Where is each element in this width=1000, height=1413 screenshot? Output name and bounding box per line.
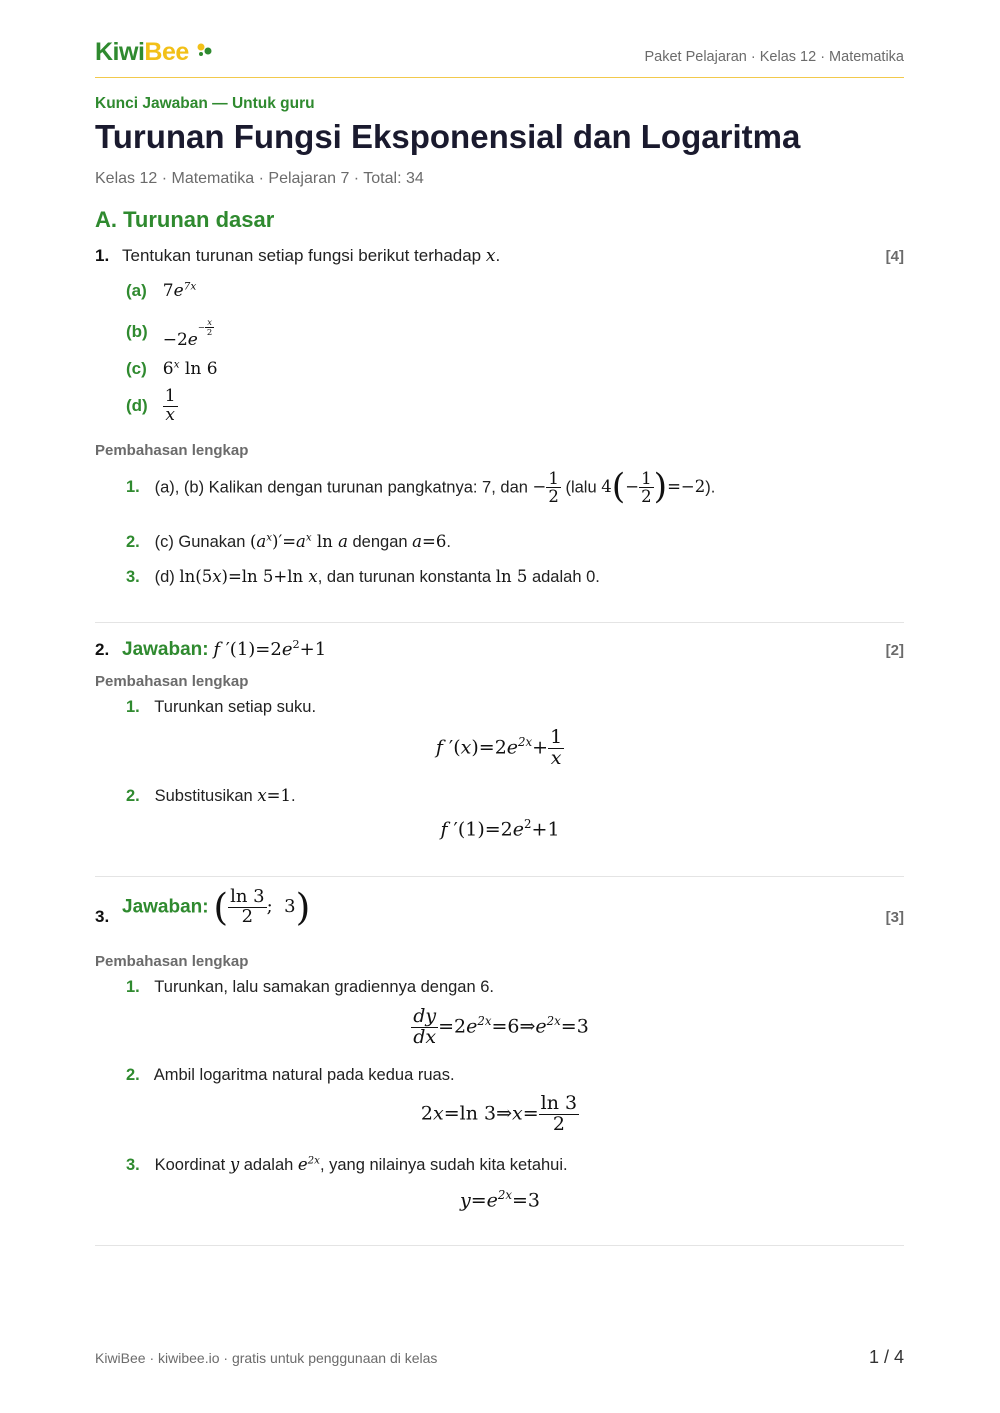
header-breadcrumb: Paket Pelajaran · Kelas 12 · Matematika: [644, 49, 904, 65]
question-1-text: Tentukan turunan setiap fungsi berikut terhadap x.: [122, 246, 501, 266]
question-1-number: 1.: [95, 246, 110, 265]
part-label: (a): [126, 280, 147, 300]
step-text: Turunkan setiap suku.: [154, 698, 317, 716]
step-number: 1.: [126, 978, 140, 996]
question-2-number: 2.: [95, 640, 110, 659]
step-text: (d): [154, 568, 175, 586]
solution-heading-3: Pembahasan lengkap: [95, 953, 249, 970]
q3-step-1: [126, 978, 494, 997]
step-text: , dan turunan konstanta: [317, 568, 492, 586]
page-meta: Kelas 12 · Matematika · Pelajaran 7 · Total: 34: [95, 170, 424, 187]
step-2-math-a: $(a^x)'=a^x$ ln a: [249, 532, 348, 551]
question-2-marks: [2]: [885, 642, 904, 659]
q1-step-2: [126, 532, 451, 552]
step-number: 1.: [126, 478, 140, 497]
step-number: 3.: [126, 1156, 140, 1174]
q2-step-2: 2. Substitusikan x=1.: [126, 786, 296, 805]
bee-dots-icon: [196, 42, 214, 58]
step-number: 3.: [126, 568, 140, 586]
answer-label: Jawaban:: [122, 896, 209, 918]
question-1-marks: [4]: [885, 248, 904, 265]
page-title: Turunan Fungsi Eksponensial dan Logaritma: [95, 118, 801, 155]
step-text: (lalu: [565, 478, 597, 497]
q3-display-3: $y=e^{2x}=3$: [459, 1188, 541, 1212]
q3-step-3-math-b: $e^{2x}$: [297, 1155, 320, 1174]
solution-heading-2: Pembahasan lengkap: [95, 673, 249, 690]
question-1-variable: x: [485, 246, 496, 266]
step-number: 2.: [126, 1066, 140, 1084]
step-text: adalah: [243, 1156, 294, 1174]
part-label: (d): [126, 395, 148, 415]
part-a-math: $7e^{7x}$: [162, 280, 197, 301]
page-number: 1 / 4: [868, 1347, 904, 1367]
part-d-math: $\frac{1}{x}$: [164, 386, 176, 425]
eyebrow-label: Kunci Jawaban — Untuk guru: [95, 95, 315, 112]
step-text: Turunkan, lalu samakan gradiennya dengan 6.: [154, 978, 494, 996]
step-3-math-a: ln(5x)=ln 5+ln x: [179, 567, 318, 586]
step-text: Koordinat: [154, 1156, 226, 1174]
header-divider: [95, 77, 904, 78]
q2-step-2-math: x=1: [257, 786, 291, 805]
question-3-answer-math: ( $\frac{\ln 3}{2}$ ; 3): [213, 885, 311, 930]
step-number: 1.: [126, 698, 140, 716]
step-number: 2.: [126, 787, 140, 805]
step-3-math-b: ln 5: [495, 567, 528, 586]
part-b-math: $-2e^{- \frac{x}{2}}$: [162, 317, 213, 351]
step-text: Substitusikan: [154, 787, 253, 805]
step-text: ).: [705, 478, 716, 497]
q1-step-1: [126, 467, 716, 508]
q3-display-1: $\frac{dy}{dx}$ $=2e^{2x}=6\Rightarrow e^{2x}=3$: [413, 1005, 589, 1048]
question-3-marks: [3]: [885, 909, 904, 926]
question-divider: [95, 1245, 904, 1246]
part-c-math: 6$^x$ ln 6: [162, 358, 218, 379]
part-label: (b): [126, 322, 148, 342]
step-1-math-a: − $\frac{1}{2}$: [532, 469, 559, 507]
q3-step-2: [126, 1066, 455, 1085]
answer-part-d: [126, 388, 178, 425]
step-text: (c) Gunakan: [154, 533, 246, 551]
question-2-answer: [122, 638, 326, 661]
step-text: , yang nilainya sudah kita ketahui.: [319, 1156, 568, 1174]
step-2-math-b: a=6: [412, 532, 447, 551]
question-1-prompt: Tentukan turunan setiap fungsi berikut terhadap: [122, 246, 482, 265]
answer-part-b: [126, 317, 214, 351]
step-1-math-b: 4(− $\frac{1}{2}$ )=−2: [601, 467, 706, 508]
section-heading-a: A. Turunan dasar: [95, 207, 275, 232]
question-2-answer-math: f $'(1)=2e^2+1$: [213, 638, 327, 660]
question-3-number: 3.: [95, 907, 110, 926]
q2-display-1: f $'(x)=2e^{2x}+$ $\frac{1}{x}$: [435, 726, 563, 769]
part-label: (c): [126, 358, 147, 378]
step-text: .: [446, 533, 451, 551]
q2-display-2: f $'(1)=2e^2+1$: [440, 817, 560, 841]
step-text: adalah 0.: [531, 568, 600, 586]
q3-step-3-math-a: y: [229, 1155, 240, 1174]
step-text: Ambil logaritma natural pada kedua ruas.: [153, 1066, 455, 1084]
answer-part-a: [126, 280, 196, 301]
logo-kiwi: Kiwi: [95, 38, 145, 66]
question-divider: [95, 622, 904, 623]
q3-display-2: 2x=ln 3⇒x= $\frac{\ln 3}{2}$: [420, 1092, 578, 1135]
q3-step-3: [126, 1155, 568, 1175]
answer-label: Jawaban:: [122, 639, 209, 660]
q2-step-1: [126, 698, 316, 717]
q1-step-3: [126, 567, 600, 587]
step-number: 2.: [126, 533, 140, 551]
question-3-answer: [122, 885, 311, 930]
solution-heading-1: Pembahasan lengkap: [95, 442, 249, 459]
question-divider: [95, 876, 904, 877]
step-text: dengan: [352, 533, 408, 551]
step-text: (a), (b) Kalikan dengan turunan pangkatnya: 7, dan: [154, 478, 528, 497]
footer-text: KiwiBee · kiwibee.io · gratis untuk penggunaan di kelas: [95, 1350, 438, 1366]
answer-part-c: [126, 358, 218, 379]
logo-bee: Bee: [144, 38, 189, 66]
kiwibee-logo: [95, 38, 214, 67]
